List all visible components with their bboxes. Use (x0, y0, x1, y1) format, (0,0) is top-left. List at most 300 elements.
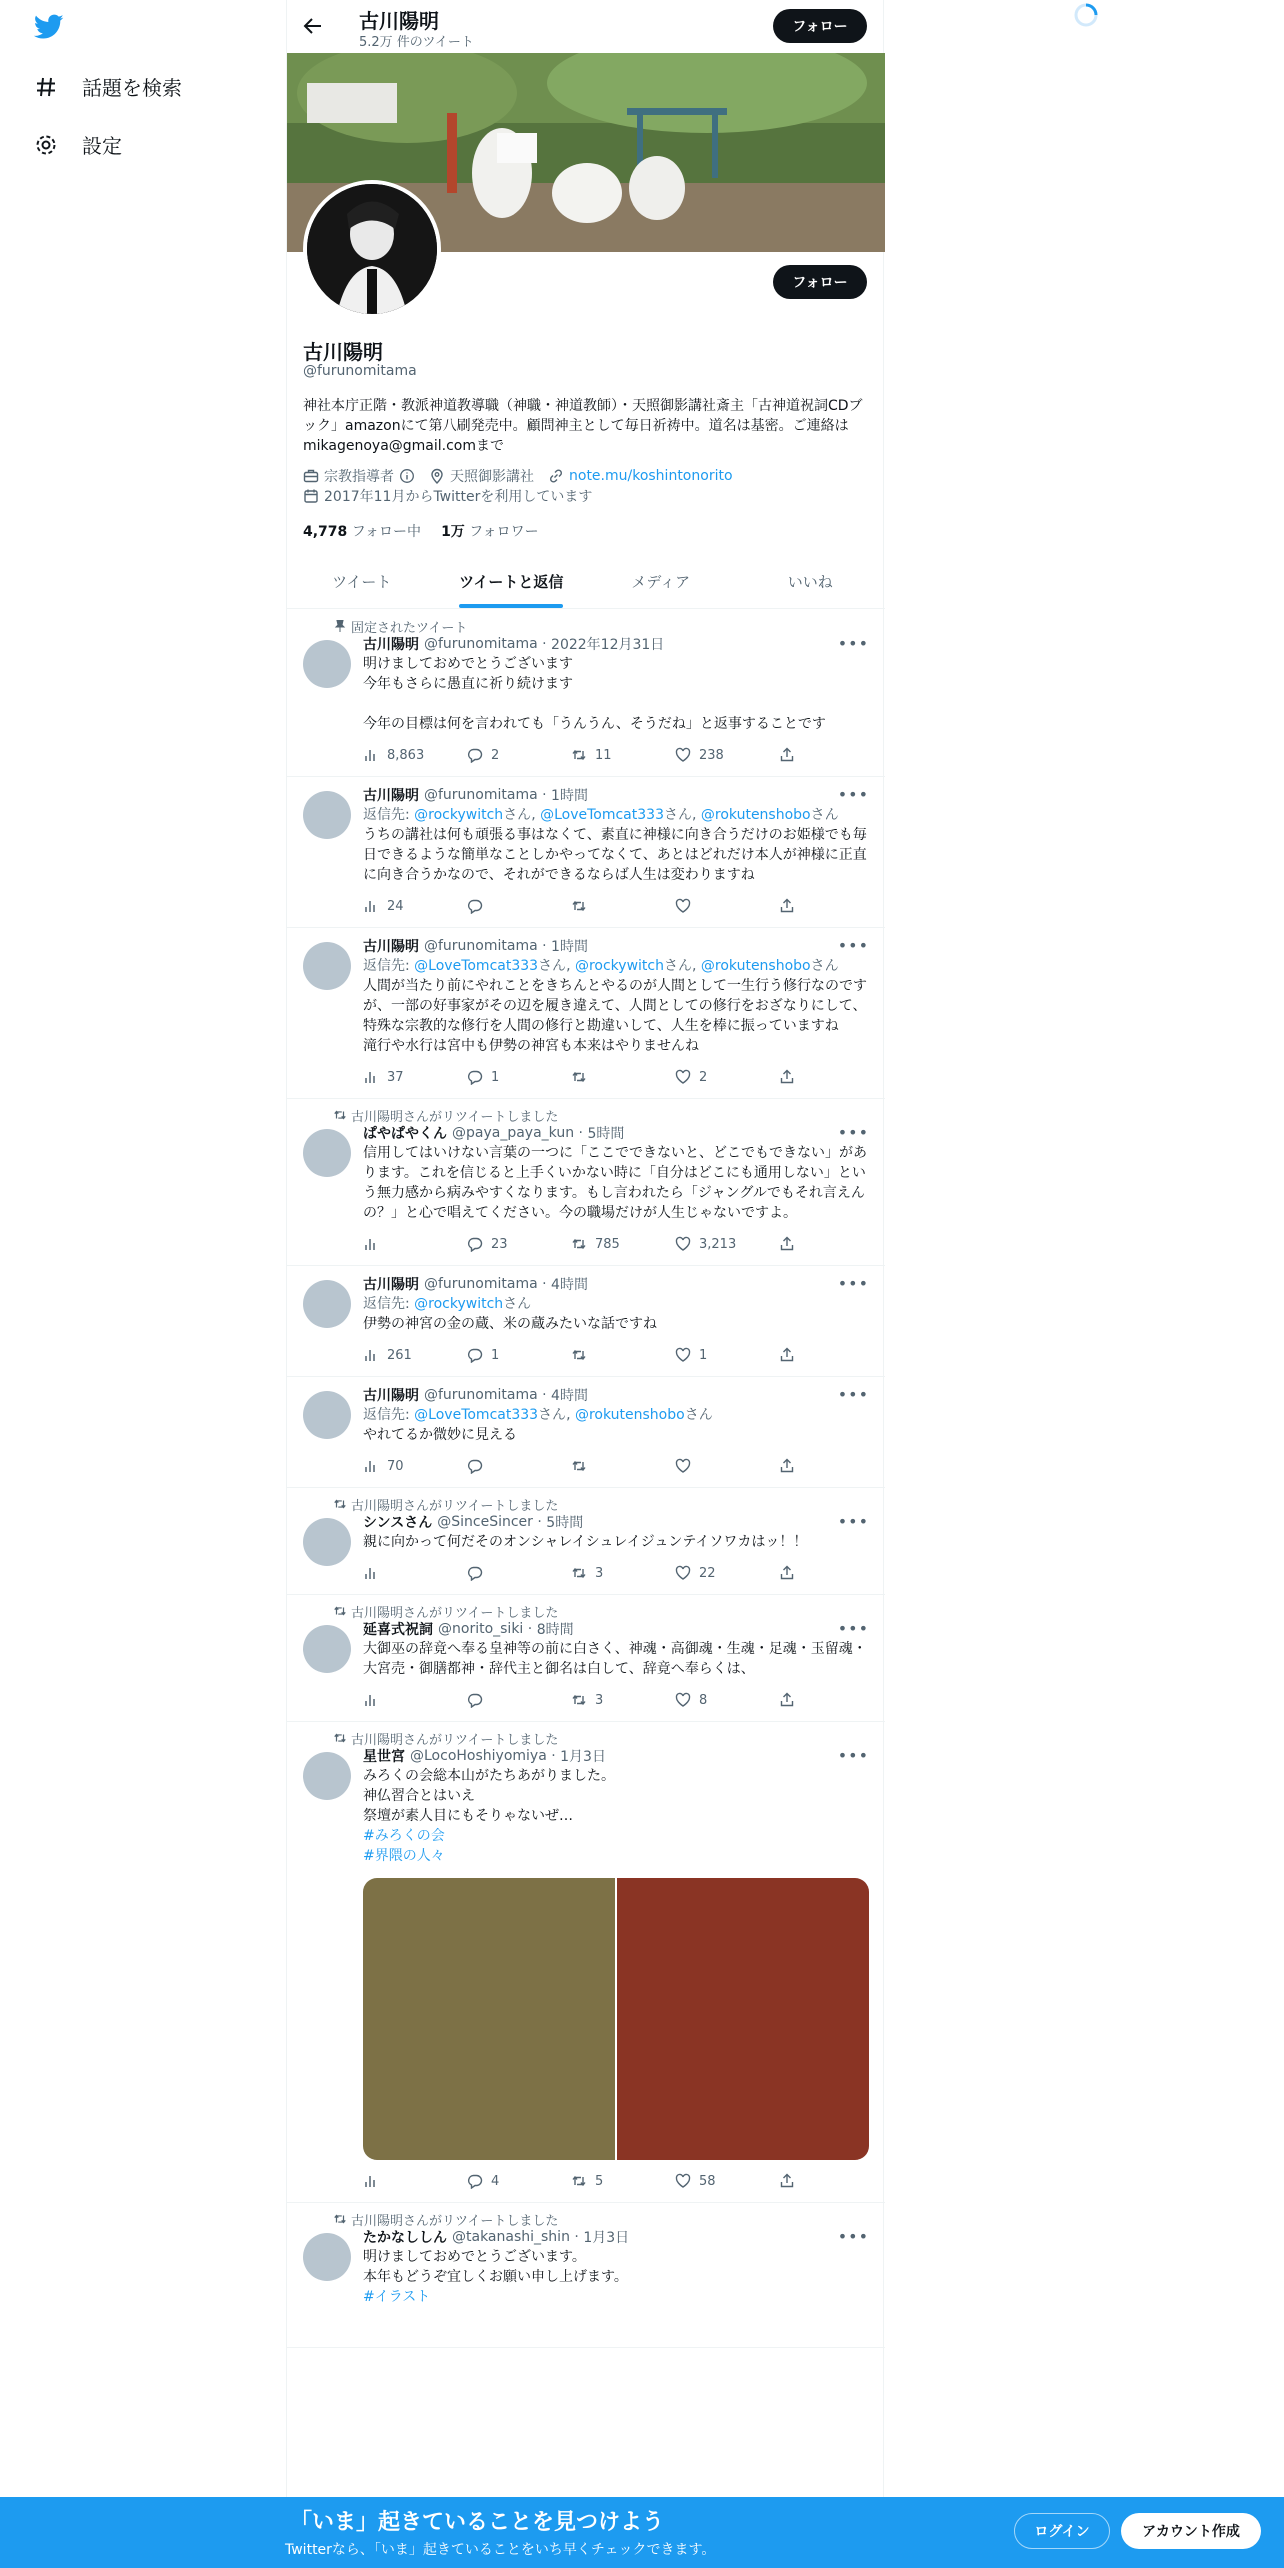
reply-button[interactable] (467, 1458, 571, 1474)
tweet-header (363, 1512, 869, 1532)
tweet-time[interactable]: 2022年12月31日 (551, 637, 665, 653)
tweet[interactable] (287, 777, 885, 928)
followers-label: フォロワー (469, 524, 539, 540)
tweet-author-name[interactable]: 古川陽明 (363, 1277, 419, 1293)
views-icon (363, 1565, 379, 1581)
share-button[interactable] (779, 747, 795, 763)
tweet[interactable] (287, 1488, 885, 1595)
reply-count: 2 (491, 747, 500, 763)
views-icon (363, 1692, 379, 1708)
reply-suffix: さん (503, 807, 532, 823)
tab-tweets[interactable]: ツイート (332, 573, 392, 591)
tweet-dot: · (537, 1276, 552, 1292)
reply-suffix: さん (503, 1296, 532, 1312)
reply-button[interactable] (467, 747, 571, 763)
retweet-button[interactable] (571, 747, 675, 763)
reply-mention[interactable]: @rockywitch (414, 1296, 504, 1312)
view-count: 8,863 (387, 747, 425, 763)
more-options-icon[interactable]: ••• (837, 785, 869, 804)
tweet-header (363, 1385, 869, 1405)
profile-follow-stats (303, 521, 539, 541)
retweet-button[interactable] (571, 2173, 675, 2189)
reply-mention[interactable]: @rokutenshobo (574, 1407, 685, 1423)
reply-icon (467, 1236, 483, 1252)
reply-count: 1 (491, 1069, 500, 1085)
share-button[interactable] (779, 898, 795, 914)
followers-stat[interactable] (441, 521, 539, 541)
followers-count: 1万 (441, 524, 465, 540)
tweet-actions (363, 1679, 869, 1721)
tweet-text: 明けましておめでとうございます。 本年もどうぞ宜しくお願い申し上げます。 (363, 2249, 628, 2285)
tab-tweets-and-replies[interactable]: ツイートと返信 (437, 555, 587, 608)
tweet-text: 親に向かって何だそのオンシャレイシュレイジュンテイソワカはッ！！ (363, 1534, 808, 1550)
tweet[interactable] (287, 1595, 885, 1722)
retweet-icon (571, 1692, 587, 1708)
share-icon (779, 1692, 795, 1708)
profile-joined-label: 2017年11月からTwitterを利用しています (324, 489, 593, 505)
reply-icon (467, 1458, 483, 1474)
reply-suffix: さん (810, 807, 839, 823)
pin-icon (333, 619, 347, 633)
retweet-button[interactable] (571, 1565, 675, 1581)
profile-follow-button[interactable]: フォロー (773, 265, 867, 299)
like-icon (675, 2173, 691, 2189)
profile-website-link[interactable]: note.mu/koshintonorito (569, 468, 733, 484)
reply-mention[interactable]: @rokutenshobo (700, 807, 811, 823)
share-icon (779, 1458, 795, 1474)
tweet-text: 信用してはいけない言葉の一つに「ここでできないと、どこでもできない」があります。これを信じると上手くいかない時に「自分はどこにも通用しない」という無力感から病みやすくなります。もし言われたら「ジャングルでもそれ言えんの？」と心で唱えてください。今の職場だけが人生じゃないですよ。 (363, 1145, 867, 1221)
tweet-avatar[interactable] (303, 942, 351, 990)
view-count: 261 (387, 1347, 412, 1363)
location-pin-icon (429, 468, 445, 484)
like-button[interactable] (675, 747, 779, 763)
retweet-icon (571, 1347, 587, 1363)
tweet-author-name[interactable]: 古川陽明 (363, 637, 419, 653)
tweet-dot: · (532, 1514, 547, 1530)
tweet-text: 伊勢の神宮の金の蔵、米の蔵みたいな話ですね (363, 1316, 657, 1332)
tweet-actions (363, 1223, 869, 1265)
login-button[interactable]: ログイン (1014, 2513, 1110, 2549)
briefcase-icon (303, 468, 319, 484)
nav-settings-label: 設定 (82, 134, 122, 158)
reply-icon (467, 747, 483, 763)
retweet-icon (571, 1458, 587, 1474)
tweet-time[interactable]: 1月3日 (560, 1749, 606, 1765)
gear-icon (34, 133, 58, 157)
tweet-social-context (303, 1496, 869, 1512)
more-options-icon[interactable]: ••• (837, 1385, 869, 1404)
tweet-social-context (303, 1603, 869, 1619)
reply-prefix: 返信先: (363, 807, 415, 823)
tweet-avatar[interactable] (303, 1518, 351, 1566)
tweet-author-name[interactable]: ぱやぱやくん (363, 1126, 447, 1142)
reply-sep: , (566, 1407, 575, 1423)
tweet-dot: · (546, 1748, 561, 1764)
hashtag-icon (34, 75, 58, 99)
retweet-button[interactable] (571, 1692, 675, 1708)
like-icon (675, 1347, 691, 1363)
more-options-icon[interactable]: ••• (837, 936, 869, 955)
retweet-button[interactable] (571, 1069, 675, 1085)
share-button[interactable] (779, 1565, 795, 1581)
reply-icon (467, 2173, 483, 2189)
reply-prefix: 返信先: (363, 1296, 415, 1312)
retweet-count: 3 (595, 1692, 604, 1708)
tweet-text: みろくの会総本山がたちあがりました。 神仏習合とはいえ 祭壇が素人目にもそりゃないぜ… (363, 1768, 615, 1824)
share-button[interactable] (779, 1458, 795, 1474)
views-icon (363, 1069, 379, 1085)
tweet-avatar[interactable] (303, 1391, 351, 1439)
tweet-author-handle[interactable]: @takanashi_shin (452, 2229, 570, 2245)
following-count: 4,778 (303, 524, 348, 540)
retweet-icon (333, 1497, 347, 1511)
views-icon (363, 1347, 379, 1363)
share-icon (779, 1069, 795, 1085)
retweet-icon (571, 898, 587, 914)
reply-button[interactable] (467, 2173, 571, 2189)
like-count: 3,213 (699, 1236, 737, 1252)
profile-joined-row (303, 486, 592, 506)
social-context-label: 古川陽明さんがリツイートしました (351, 1732, 559, 1748)
like-icon (675, 747, 691, 763)
share-icon (779, 1347, 795, 1363)
tweet-dot: · (537, 636, 552, 652)
header-tweet-count: 5.2万 件のツイート (359, 35, 474, 50)
reply-prefix: 返信先: (363, 1407, 415, 1423)
more-options-icon[interactable]: ••• (837, 634, 869, 653)
tweet-social-context (303, 618, 869, 634)
reply-sep: , (566, 958, 575, 974)
like-icon (675, 1069, 691, 1085)
reply-suffix: さん (538, 958, 567, 974)
tweet-author-name[interactable]: 古川陽明 (363, 1388, 419, 1404)
views-button[interactable] (363, 1347, 467, 1363)
profile-meta-row (303, 466, 733, 486)
tweet-author-name[interactable]: 古川陽明 (363, 788, 419, 804)
tweet-actions (363, 734, 869, 776)
reply-button[interactable] (467, 1347, 571, 1363)
tweet-social-context (303, 1107, 869, 1123)
reply-count: 4 (491, 2173, 500, 2189)
tweet-media[interactable] (363, 1878, 869, 2160)
view-count: 37 (387, 1069, 404, 1085)
like-button[interactable] (675, 1458, 779, 1474)
nav-explore[interactable] (34, 72, 182, 101)
reply-suffix: さん (538, 1407, 567, 1423)
retweet-icon (571, 747, 587, 763)
reply-mention[interactable]: @rockywitch (574, 958, 664, 974)
retweet-button[interactable] (571, 1347, 675, 1363)
profile-website (548, 468, 733, 484)
tweet[interactable] (287, 1722, 885, 2203)
reply-sep: , (691, 958, 701, 974)
like-icon (675, 1565, 691, 1581)
tweet-spacer (363, 2307, 869, 2347)
tweet-time[interactable]: 4時間 (551, 1388, 588, 1404)
like-count: 58 (699, 2173, 716, 2189)
reply-suffix: さん (663, 958, 692, 974)
like-count: 8 (699, 1692, 708, 1708)
tweet-hashtag[interactable]: #界隈の人々 (363, 1848, 445, 1864)
reply-count: 1 (491, 1347, 500, 1363)
like-icon (675, 898, 691, 914)
tweet-header (363, 785, 869, 805)
top-bar (287, 0, 883, 53)
more-options-icon[interactable]: ••• (837, 1123, 869, 1142)
tweet-time[interactable]: 4時間 (551, 1277, 588, 1293)
tab-media[interactable]: メディア (631, 573, 691, 591)
retweet-button[interactable] (571, 1458, 675, 1474)
reply-button[interactable] (467, 1565, 571, 1581)
profile-category (303, 466, 415, 486)
like-count: 1 (699, 1347, 708, 1363)
views-icon (363, 2173, 379, 2189)
retweet-button[interactable] (571, 898, 675, 914)
like-count: 2 (699, 1069, 708, 1085)
tweet-social-context (303, 1730, 869, 1746)
info-icon[interactable] (399, 468, 415, 484)
reply-suffix: さん (810, 958, 839, 974)
tweet-author-handle[interactable]: @furunomitama (424, 787, 538, 803)
tweet-time[interactable]: 1月3日 (583, 2230, 630, 2246)
like-button[interactable] (675, 1347, 779, 1363)
tweet-media-image[interactable] (617, 1878, 869, 2160)
profile-bio: 神社本庁正階・教派神道教導職（神職・神道教師）・天照御影講社斎主「古神道祝詞CDブック」amazonにて第八刷発売中。顧問神主として毎日祈祷中。道名は基密。ご連絡はmikagenoya@gmail.comまで (303, 398, 863, 454)
retweet-count: 3 (595, 1565, 604, 1581)
tweet-time[interactable]: 5時間 (587, 1126, 625, 1142)
profile-location-label: 天照御影講社 (450, 469, 534, 485)
reply-button[interactable] (467, 1236, 571, 1252)
tweet[interactable] (287, 610, 885, 777)
tweet-actions (363, 1334, 869, 1376)
reply-sep: , (691, 807, 701, 823)
reply-prefix: 返信先: (363, 958, 415, 974)
tweet-author-name[interactable]: 古川陽明 (363, 939, 419, 955)
tweet-avatar[interactable] (303, 1752, 351, 1800)
tweet-author-handle[interactable]: @furunomitama (424, 636, 538, 652)
tweet-time[interactable]: 5時間 (546, 1515, 584, 1531)
reply-mention[interactable]: @rokutenshobo (700, 958, 811, 974)
tweet-avatar[interactable] (303, 1129, 351, 1177)
tweet-actions (363, 2160, 869, 2202)
twitter-logo-icon[interactable] (34, 14, 64, 40)
share-button[interactable] (779, 1347, 795, 1363)
like-icon (675, 1236, 691, 1252)
tweet-social-context (303, 2211, 869, 2227)
tweet-author-name[interactable]: 星世宮 (363, 1749, 405, 1765)
tweet[interactable] (287, 928, 885, 1099)
tweet-author-handle[interactable]: @paya_paya_kun (452, 1125, 575, 1141)
tweet-reply-context (363, 956, 869, 976)
share-button[interactable] (779, 1069, 795, 1085)
like-button[interactable] (675, 1236, 779, 1252)
reply-count: 23 (491, 1236, 508, 1252)
profile-category-label: 宗教指導者 (324, 469, 394, 485)
tweet-dot: · (537, 787, 552, 803)
tweet-reply-context (363, 1294, 869, 1314)
social-context-label: 古川陽明さんがリツイートしました (351, 1605, 559, 1621)
tweet-actions (363, 1445, 869, 1487)
tweet-author-name[interactable]: たかなししん (363, 2230, 447, 2246)
tweet-text: 人間が当たり前にやれことをきちんとやるのが人間として一生行う修行なのですが、一部の好事家がその辺を履き違えて、人間としての修行をおざなりにして、特殊な宗教的な修行を人間の修行と勘違いして、人生を棒に振っていますね 滝行や水行は宮中も伊勢の神宮も本来はやりませんね (363, 978, 867, 1054)
main-column (286, 0, 884, 2568)
tweet-actions (363, 1056, 869, 1098)
share-icon (779, 747, 795, 763)
tweet-time[interactable]: 1時間 (551, 788, 588, 804)
tweet-text: やれてるか微妙に見える (363, 1427, 517, 1443)
tweet-avatar[interactable] (303, 640, 351, 688)
tweet-text: 大御巫の辞竟へ奉る皇神等の前に白さく、神魂・高御魂・生魂・足魂・玉留魂・大宮売・御膳都神・辞代主と御名は白して、辞竟へ奉らくは、 (363, 1641, 867, 1677)
tweet[interactable] (287, 1266, 885, 1377)
reply-icon (467, 1347, 483, 1363)
reply-button[interactable] (467, 898, 571, 914)
view-count: 24 (387, 898, 404, 914)
nav-settings[interactable] (34, 130, 122, 159)
views-icon (363, 898, 379, 914)
share-button[interactable] (779, 2173, 795, 2189)
tweet-time[interactable]: 8時間 (536, 1622, 574, 1638)
share-button[interactable] (779, 1692, 795, 1708)
view-count: 70 (387, 1458, 404, 1474)
tweet-reply-context (363, 1405, 869, 1425)
loading-spinner-icon (1073, 2, 1099, 28)
tweet[interactable] (287, 1377, 885, 1488)
reply-suffix: さん (663, 807, 692, 823)
avatar-image (307, 184, 437, 314)
retweet-count: 785 (595, 1236, 620, 1252)
tweet-author-name[interactable]: 延喜式祝詞 (363, 1622, 433, 1638)
reply-mention[interactable]: @rockywitch (414, 807, 504, 823)
tweet[interactable] (287, 2203, 885, 2348)
retweet-button[interactable] (571, 1236, 675, 1252)
nav-explore-label: 話題を検索 (82, 76, 182, 100)
views-button[interactable] (363, 1069, 467, 1085)
retweet-icon (333, 1731, 347, 1745)
tweet-actions (363, 885, 869, 927)
tweet-time[interactable]: 1時間 (551, 939, 588, 955)
retweet-icon (571, 1069, 587, 1085)
profile-handle: @furunomitama (303, 363, 417, 379)
share-icon (779, 1236, 795, 1252)
views-button[interactable] (363, 1236, 467, 1252)
reply-suffix: さん (684, 1407, 713, 1423)
tweet[interactable] (287, 1099, 885, 1266)
like-button[interactable] (675, 898, 779, 914)
retweet-icon (333, 1604, 347, 1618)
tweet-feed (287, 610, 885, 2348)
tweet-avatar[interactable] (303, 1625, 351, 1673)
retweet-icon (333, 2212, 347, 2226)
reply-button[interactable] (467, 1692, 571, 1708)
like-button[interactable] (675, 1565, 779, 1581)
reply-icon (467, 1069, 483, 1085)
tab-likes[interactable]: いいね (787, 573, 833, 591)
tweet-author-name[interactable]: シンスさん (363, 1515, 433, 1531)
share-icon (779, 2173, 795, 2189)
tweet-author-handle[interactable]: @furunomitama (424, 1276, 538, 1292)
reply-sep: , (531, 807, 541, 823)
views-button[interactable] (363, 1692, 467, 1708)
reply-mention[interactable]: @LoveTomcat333 (540, 807, 664, 823)
views-icon (363, 1458, 379, 1474)
tweet-header (363, 2227, 869, 2247)
link-icon (548, 468, 564, 484)
back-arrow-icon[interactable] (301, 14, 325, 38)
retweet-icon (571, 1565, 587, 1581)
tweet-avatar[interactable] (303, 2233, 351, 2281)
views-button[interactable] (363, 747, 467, 763)
header-title: 古川陽明 (359, 9, 439, 33)
views-button[interactable] (363, 1565, 467, 1581)
like-button[interactable] (675, 1692, 779, 1708)
signup-button[interactable]: アカウント作成 (1121, 2513, 1261, 2549)
tweet-author-handle[interactable]: @furunomitama (424, 1387, 538, 1403)
tweet-author-handle[interactable]: @LocoHoshiyomiya (410, 1748, 547, 1764)
reply-icon (467, 898, 483, 914)
more-options-icon[interactable]: ••• (837, 1274, 869, 1293)
reply-mention[interactable]: @LoveTomcat333 (414, 958, 539, 974)
retweet-count: 5 (595, 2173, 604, 2189)
reply-icon (467, 1692, 483, 1708)
tweet-dot: · (537, 938, 552, 954)
following-stat[interactable] (303, 521, 421, 541)
tweet-header (363, 936, 869, 956)
tweet-hashtag[interactable]: #イラスト (363, 2289, 431, 2305)
more-options-icon[interactable]: ••• (837, 1619, 869, 1638)
views-button[interactable] (363, 898, 467, 914)
more-options-icon[interactable]: ••• (837, 1512, 869, 1531)
more-options-icon[interactable]: ••• (837, 2227, 869, 2246)
tweet-text: 明けましておめでとうございます 今年もさらに愚直に祈り続けます 今年の目標は何を言われても「うんうん、そうだね」と返事することです (363, 656, 826, 732)
like-button[interactable] (675, 2173, 779, 2189)
signup-banner (0, 2497, 1284, 2568)
views-button[interactable] (363, 2173, 467, 2189)
share-button[interactable] (779, 1236, 795, 1252)
tweet-avatar[interactable] (303, 1280, 351, 1328)
reply-button[interactable] (467, 1069, 571, 1085)
social-context-label: 古川陽明さんがリツイートしました (351, 1109, 559, 1125)
tweet-author-handle[interactable]: @SinceSincer (437, 1514, 533, 1530)
signup-banner-subtitle: Twitterなら、「いま」起きていることをいち早くチェックできます。 (285, 2542, 716, 2558)
tweet-avatar[interactable] (303, 791, 351, 839)
more-options-icon[interactable]: ••• (837, 1746, 869, 1765)
reply-icon (467, 1565, 483, 1581)
tweet-header (363, 1619, 869, 1639)
views-button[interactable] (363, 1458, 467, 1474)
views-icon (363, 1236, 379, 1252)
tweet-hashtag[interactable]: #みろくの会 (363, 1828, 445, 1844)
tweet-reply-context (363, 805, 869, 825)
like-count: 22 (699, 1565, 716, 1581)
like-icon (675, 1692, 691, 1708)
tweet-media-image[interactable] (363, 1878, 615, 2160)
tweet-dot: · (537, 1387, 552, 1403)
retweet-icon (333, 1108, 347, 1122)
profile-name: 古川陽明 (303, 340, 383, 364)
tweet-header (363, 634, 869, 654)
reply-mention[interactable]: @LoveTomcat333 (414, 1407, 539, 1423)
tweet-author-handle[interactable]: @furunomitama (424, 938, 538, 954)
tweet-author-handle[interactable]: @norito_siki (438, 1621, 524, 1637)
share-icon (779, 1565, 795, 1581)
like-button[interactable] (675, 1069, 779, 1085)
views-icon (363, 747, 379, 763)
signup-banner-title: 「いま」起きていることを見つけよう (290, 2510, 665, 2535)
tweet-text: うちの講社は何も頑張る事はなくて、素直に神様に向き合うだけのお姫様でも毎日できるような簡単なことしかやってなくて、あとはどれだけ本人が神様に正直に向き合うかなので、それができるならば人生は変わりますね (363, 827, 867, 883)
like-icon (675, 1458, 691, 1474)
profile-avatar[interactable] (303, 180, 441, 318)
header-follow-button[interactable]: フォロー (773, 9, 867, 43)
